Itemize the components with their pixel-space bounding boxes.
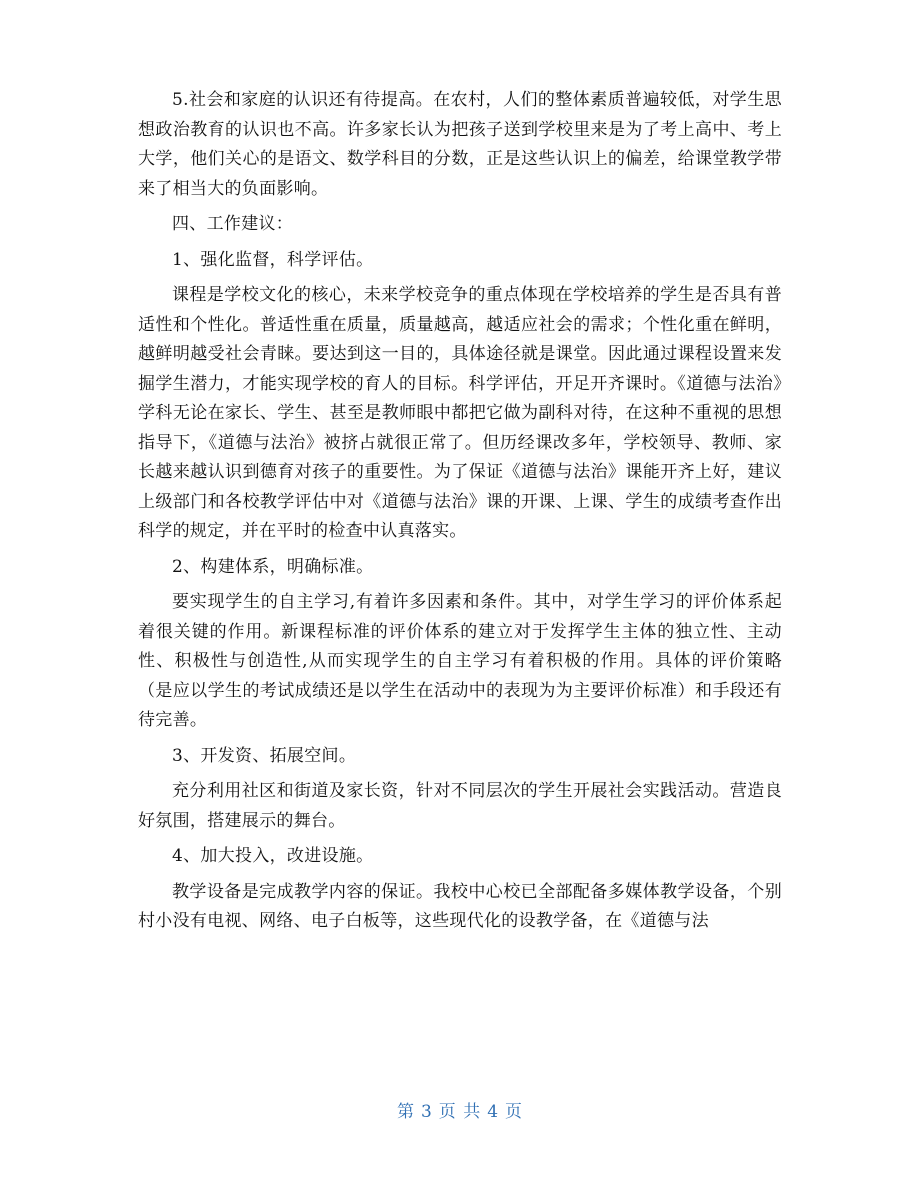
paragraph-curriculum: 课程是学校文化的核心，未来学校竞争的重点体现在学校培养的学生是否具有普适性和个性化。普适性重在质量，质量越高，越适应社会的需求；个性化重在鲜明，越鲜明越受社会青睐。要达到这一目的，具体途径就是课堂。因此通过课程设置来发掘学生潜力，才能实现学校的育人的目标。科学评估，开足开齐课时。《道德与法治》学科无论在家长、学生、甚至是教师眼中都把它做为副科对待，在这种不重视的思想指导下，《道德与法治》被挤占就很正常了。但历经课改多年，学校领导、教师、家长越来越认识到德育对孩子的重要性。为了保证《道德与法治》课能开齐上好，建议上级部门和各校教学评估中对《道德与法治》课的开课、上课、学生的成绩考查作出科学的规定，并在平时的检查中认真落实。	[138, 285, 782, 541]
paragraph-evaluation-system: 要实现学生的自主学习,有着许多因素和条件。其中，对学生学习的评价体系起着很关键的作用。新课程标准的评价体系的建立对于发挥学生主体的独立性、主动性、积极性与创造性,从而实现学生的自主学习有着积极的作用。具体的评价策略（是应以学生的考试成绩还是以学生在活动中的表现为为主要评价标准）和手段还有待完善。	[138, 592, 782, 730]
page-footer	[0, 1097, 920, 1122]
paragraph-point-5: 5.社会和家庭的认识还有待提高。在农村，人们的整体素质普遍较低，对学生思想政治教育的认识也不高。许多家长认为把孩子送到学校里来是为了考上高中、考上大学，他们关心的是语文、数学科目的分数，正是这些认识上的偏差，给课堂教学带来了相当大的负面影响。	[138, 90, 782, 199]
section-heading-work-suggestions: 四、工作建议：	[172, 214, 294, 234]
paragraph-community-resources: 充分利用社区和街道及家长资，针对不同层次的学生开展社会实践活动。营造良好氛围，搭建展示的舞台。	[138, 781, 782, 831]
footer-page-number: 3	[420, 1102, 433, 1122]
document-body	[138, 86, 782, 937]
paragraph-teaching-equipment: 教学设备是完成教学内容的保证。我校中心校已全部配备多媒体教学设备，个别村小没有电视、网络、电子白板等，这些现代化的设教学备，在《道德与法	[138, 881, 782, 931]
footer-mid: 页 共	[438, 1102, 482, 1122]
footer-total-pages: 4	[487, 1102, 500, 1122]
footer-prefix: 第	[396, 1102, 415, 1122]
subheading-1: 1、强化监督，科学评估。	[172, 249, 374, 270]
footer-suffix: 页	[505, 1102, 524, 1122]
subheading-4: 4、加大投入，改进设施。	[172, 846, 374, 866]
subheading-2: 2、构建体系，明确标准。	[172, 556, 374, 577]
subheading-3: 3、开发资、拓展空间。	[172, 745, 357, 766]
